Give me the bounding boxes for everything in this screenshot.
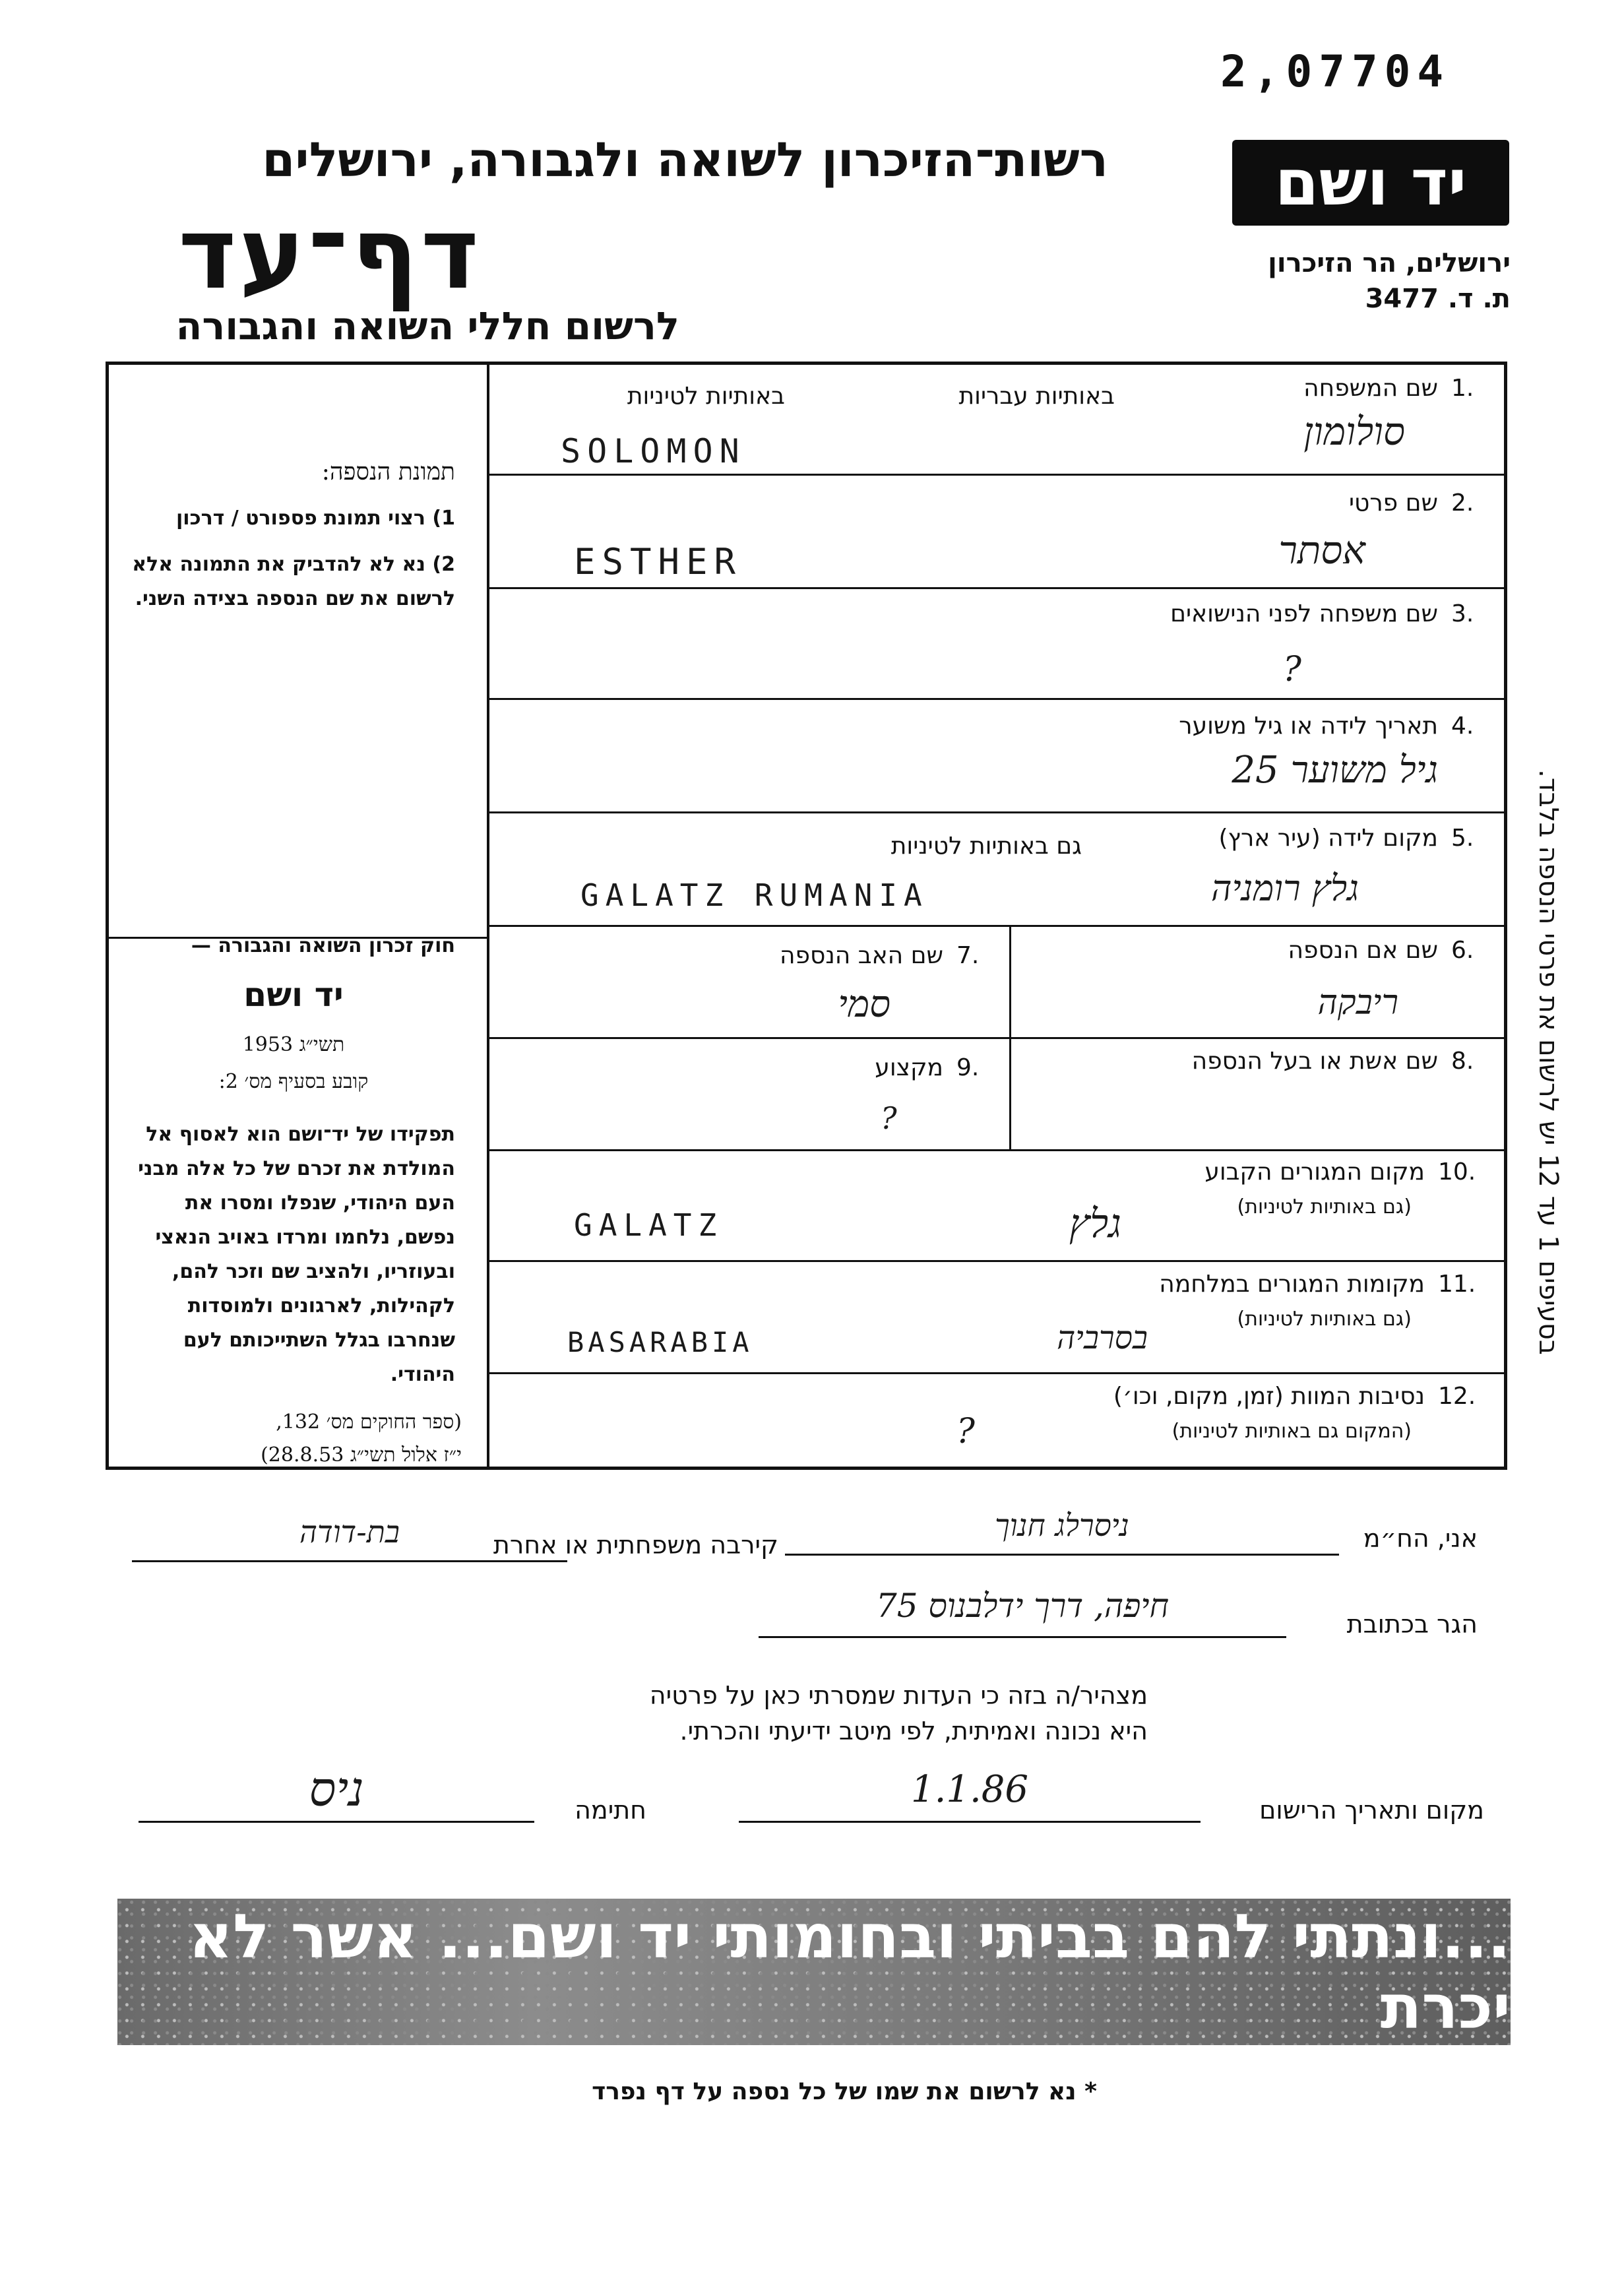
title-purpose: לרשום חללי השואה והגבורה <box>175 303 679 348</box>
field-4-label: תאריך לידה או גיל משוער <box>1179 712 1438 740</box>
field-12-sub: (המקום גם באותיות לטיניות) <box>1171 1420 1412 1443</box>
field-11-sub: (גם באותיות לטיניות) <box>1237 1308 1412 1331</box>
quote-banner <box>117 1899 1511 2045</box>
law-name: יד ושם <box>243 976 344 1014</box>
field-8-number: 8. <box>1451 1048 1474 1075</box>
side-note-text: בסעיפים 1 עד 12 יש לרשום את פרטי הנספה בלבד. <box>1533 769 1563 1355</box>
photo-title: תמונת הנספה: <box>321 459 455 486</box>
declaration-i-label: אני, הח״מ <box>1363 1524 1478 1553</box>
field-1-label: שם המשפחה <box>1303 375 1438 402</box>
field-7-label: שם האב הנספה <box>780 942 943 969</box>
row-divider <box>489 587 1505 589</box>
declaration-relation-value: בת-דודה <box>132 1514 567 1562</box>
law-title: חוק זכרון השואה והגבורה — <box>191 934 455 957</box>
field-5-latin-hint: גם באותיות לטיניות <box>890 833 1082 860</box>
side-note <box>1511 726 1570 1399</box>
photo-note-1: 1) רצוי תמונת פספורט / דרכון <box>175 507 455 530</box>
column-divider <box>487 362 489 1470</box>
field-1-hebrew-value: סולומון <box>1303 409 1405 454</box>
field-1-latin-hint: באותיות לטיניות <box>627 383 785 410</box>
row-divider <box>489 1372 1505 1374</box>
declaration-address-label: הגר בכתובת <box>1346 1610 1478 1639</box>
field-4-value: גיל משוער 25 <box>1232 749 1438 792</box>
row-divider <box>489 1149 1505 1151</box>
field-10-label: מקום המגורים הקבוע <box>1204 1158 1425 1186</box>
row-divider <box>489 925 1505 927</box>
place-date-label: מקום ותאריך הרישום <box>1259 1796 1484 1825</box>
field-1-number: 1. <box>1451 375 1474 402</box>
row-divider <box>489 1260 1505 1262</box>
field-1-latin-value: SOLOMON <box>561 432 746 470</box>
photo-note-2: 2) נא לא להדביק את התמונה אלא לרשום את שם הנספה בצידה השני. <box>132 553 455 610</box>
field-10-latin-value: GALATZ <box>574 1207 724 1243</box>
field-12-number: 12. <box>1438 1383 1476 1410</box>
field-5-label: מקום לידה (עיר ארץ) <box>1218 825 1438 852</box>
field-12-value: ? <box>956 1412 975 1451</box>
law-ref-1: (ספר החוקים מס׳ 132, <box>276 1410 462 1434</box>
field-6-number: 6. <box>1451 937 1474 964</box>
field-1-hebrew-hint: באותיות עבריות <box>958 383 1115 410</box>
field-2-hebrew-value: אסתר <box>1278 528 1365 573</box>
field-11-latin-value: BASARABIA <box>567 1326 753 1358</box>
title-form: דף־עד <box>178 197 482 311</box>
field-2-latin-value: ESTHER <box>574 541 743 583</box>
yad-vashem-logo: יד ושם <box>1232 140 1509 226</box>
field-10-hebrew-value: גלץ <box>1069 1201 1121 1247</box>
row-divider <box>489 698 1505 700</box>
field-2-label: שם פרטי <box>1348 490 1438 517</box>
law-ref-2: י״ז אלול תשי״ג 28.8.53) <box>261 1443 462 1467</box>
field-5-number: 5. <box>1451 825 1474 852</box>
field-11-label: מקומות המגורים במלחמה <box>1159 1271 1425 1298</box>
row-divider <box>489 1037 1505 1039</box>
row-divider <box>489 474 1505 476</box>
logo-address <box>1227 245 1511 317</box>
title-authority: רשות־הזיכרון לשואה ולגבורה, ירושלים <box>262 132 1108 187</box>
declaration-statement-2: היא נכונה ואמיתית, לפי מיטב ידיעתי והכרתי. <box>679 1717 1148 1746</box>
signature-value: ניס <box>139 1761 534 1823</box>
field-7-value: סמי <box>838 983 890 1026</box>
law-section: קובע בסעיף מס׳ 2: <box>218 1070 369 1093</box>
field-9-label: מקצוע <box>875 1054 943 1081</box>
place-date-value: 1.1.86 <box>739 1768 1201 1823</box>
field-9-value: ? <box>881 1100 897 1136</box>
field-4-number: 4. <box>1451 712 1474 740</box>
field-10-sub: (גם באותיות לטיניות) <box>1237 1195 1412 1218</box>
law-text: תפקידו של יד־ושם הוא לאסוף אל המולדת את זכרם של כל אלה מבני העם היהודי, שנפלו ומסרו את נפשם, נלחמו ומרדו באויב הנאצי ובעוזריו, ולהציב שם וזכר להם, לקהילות, לארגונים ולמוסדות שנחרבו בגלל השתייכותם לעם היהודי. <box>138 1123 455 1386</box>
banner-text: ...ונתתי להם בביתי ובחומותי יד ושם... אשר לא יכרת <box>188 1901 1511 2042</box>
field-6-label: שם אם הנספה <box>1288 937 1438 964</box>
footnote: * נא לרשום את שמו של כל נספה על דף נפרד <box>592 2078 1097 2105</box>
signature-label: חתימה <box>575 1796 646 1825</box>
field-5-latin-value: GALATZ RUMANIA <box>580 877 929 913</box>
field-11-hebrew-value: בסרביה <box>1057 1319 1148 1356</box>
logo-address-line1: ירושלים, הר הזיכרון <box>1268 248 1511 278</box>
field-6-value: ריבקה <box>1317 983 1398 1023</box>
declaration-i-value: ניסרלג חנוך <box>785 1507 1339 1556</box>
field-12-label: נסיבות המוות (זמן, מקום, וכו׳) <box>1113 1383 1425 1410</box>
law-year: תשי״ג 1953 <box>242 1033 345 1056</box>
field-3-label: שם משפחה לפני הנישואים <box>1170 600 1438 627</box>
field-3-value: ? <box>1283 650 1301 689</box>
field-7-number: 7. <box>956 942 980 969</box>
field-8-label: שם אשת או בעל הנספה <box>1191 1048 1438 1075</box>
logo-address-line2: ת. ד. 3477 <box>1365 284 1511 314</box>
field-11-number: 11. <box>1438 1271 1476 1298</box>
declaration-statement-1: מצהיר/ה בזה כי העדות שמסרתי כאן על פרטיה <box>649 1681 1148 1710</box>
field-5-hebrew-value: גלץ רומניה <box>1210 868 1359 909</box>
field-10-number: 10. <box>1438 1158 1476 1186</box>
field-2-number: 2. <box>1451 490 1474 517</box>
cell-divider <box>1009 925 1011 1149</box>
declaration-address-value: חיפה, דרך ידלבנוס 75 <box>759 1587 1286 1638</box>
field-3-number: 3. <box>1451 600 1474 627</box>
declaration-relation-label: קירבה משפחתית או אחרת <box>493 1531 778 1560</box>
field-9-number: 9. <box>956 1054 980 1081</box>
row-divider <box>489 811 1505 813</box>
document-number: 2,07704 <box>1220 46 1451 97</box>
